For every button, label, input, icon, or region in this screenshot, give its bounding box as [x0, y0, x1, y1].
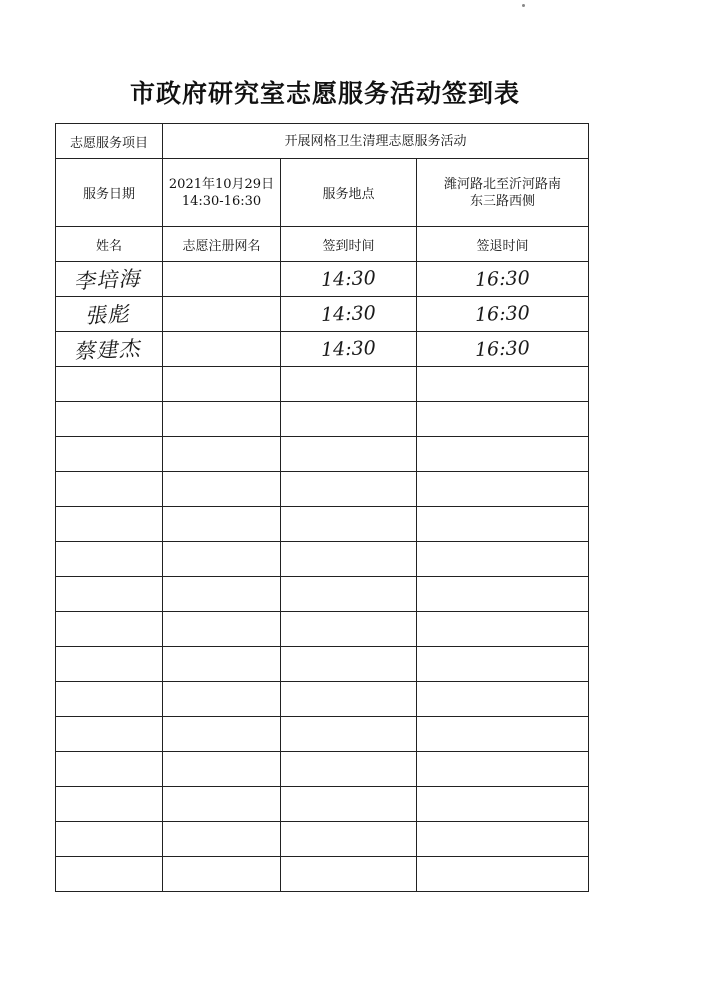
sign-out-cell [417, 857, 589, 892]
sign-in-cell [281, 297, 417, 332]
name-cell [56, 367, 163, 402]
empty-table-row [56, 437, 589, 472]
column-header-sign-out: 签退时间 [417, 227, 589, 262]
net-name-cell [163, 332, 281, 367]
empty-table-row [56, 577, 589, 612]
sign-out-cell [417, 612, 589, 647]
name-cell [56, 262, 163, 297]
name-cell [56, 647, 163, 682]
empty-table-row [56, 402, 589, 437]
table-row [56, 297, 589, 332]
net-name-cell [163, 612, 281, 647]
sign-in-cell [281, 402, 417, 437]
sign-out-cell [417, 402, 589, 437]
sign-out-cell [417, 682, 589, 717]
net-name-cell [163, 752, 281, 787]
sign-out-cell [417, 822, 589, 857]
sign-in-cell [281, 437, 417, 472]
sign-in-cell [281, 577, 417, 612]
sign-in-cell [281, 612, 417, 647]
sign-out-cell [417, 437, 589, 472]
date-label: 服务日期 [56, 159, 163, 227]
sign-out-cell [417, 367, 589, 402]
location-value [417, 159, 589, 227]
net-name-cell [163, 787, 281, 822]
net-name-cell [163, 367, 281, 402]
location-label: 服务地点 [281, 159, 417, 227]
location-value-line2: 东三路西侧 [470, 193, 536, 209]
net-name-cell [163, 437, 281, 472]
sign-out-cell [417, 297, 589, 332]
sign-in-cell [281, 367, 417, 402]
empty-table-row [56, 542, 589, 577]
net-name-cell [163, 542, 281, 577]
page-title: 市政府研究室志愿服务活动签到表 [129, 79, 520, 108]
empty-table-row [56, 682, 589, 717]
sign-in-cell [281, 647, 417, 682]
net-name-cell [163, 297, 281, 332]
name-cell [56, 437, 163, 472]
net-name-cell [163, 647, 281, 682]
scan-speck [522, 4, 525, 7]
empty-table-row [56, 787, 589, 822]
sign-out-cell [417, 507, 589, 542]
net-name-cell [163, 822, 281, 857]
net-name-cell [163, 682, 281, 717]
sign-out-cell [417, 472, 589, 507]
name-cell [56, 717, 163, 752]
net-name-cell [163, 507, 281, 542]
handwritten-sign-out: 16:30 [474, 267, 531, 291]
handwritten-name: 李培海 [73, 266, 145, 294]
date-value-day: 2021年10月29日 [168, 176, 275, 192]
sign-in-cell [281, 507, 417, 542]
sign-in-cell [281, 542, 417, 577]
handwritten-name: 蔡建杰 [73, 336, 145, 364]
handwritten-sign-out: 16:30 [474, 337, 531, 361]
handwritten-sign-out: 16:30 [474, 302, 531, 326]
handwritten-sign-in: 14:30 [320, 337, 377, 361]
name-cell [56, 542, 163, 577]
project-row [56, 124, 589, 159]
sign-in-cell [281, 472, 417, 507]
empty-table-row [56, 367, 589, 402]
name-cell [56, 787, 163, 822]
sign-out-cell [417, 752, 589, 787]
sign-in-cell [281, 682, 417, 717]
project-label: 志愿服务项目 [56, 124, 163, 159]
date-value [163, 159, 281, 227]
net-name-cell [163, 402, 281, 437]
sign-in-table [55, 123, 589, 892]
net-name-cell [163, 472, 281, 507]
empty-table-row [56, 647, 589, 682]
sign-out-cell [417, 647, 589, 682]
date-location-row [56, 159, 589, 227]
sign-out-cell [417, 577, 589, 612]
empty-table-row [56, 507, 589, 542]
sign-in-cell [281, 822, 417, 857]
name-cell [56, 682, 163, 717]
sign-in-cell [281, 262, 417, 297]
sign-out-cell [417, 262, 589, 297]
net-name-cell [163, 262, 281, 297]
empty-table-row [56, 857, 589, 892]
column-header-sign-in: 签到时间 [281, 227, 417, 262]
sign-out-cell [417, 717, 589, 752]
net-name-cell [163, 857, 281, 892]
name-cell [56, 752, 163, 787]
name-cell [56, 857, 163, 892]
sign-out-cell [417, 787, 589, 822]
sign-in-cell [281, 332, 417, 367]
sign-out-cell [417, 542, 589, 577]
name-cell [56, 822, 163, 857]
date-value-time: 14:30-16:30 [181, 193, 262, 209]
empty-table-row [56, 472, 589, 507]
sign-in-cell [281, 717, 417, 752]
name-cell [56, 612, 163, 647]
empty-table-row [56, 717, 589, 752]
sign-out-cell [417, 332, 589, 367]
location-value-line1: 潍河路北至沂河路南 [444, 176, 562, 192]
project-value: 开展网格卫生清理志愿服务活动 [163, 124, 589, 159]
handwritten-sign-in: 14:30 [320, 267, 377, 291]
column-header-name: 姓名 [56, 227, 163, 262]
name-cell [56, 577, 163, 612]
sign-in-cell [281, 752, 417, 787]
sign-in-cell [281, 787, 417, 822]
empty-table-row [56, 612, 589, 647]
net-name-cell [163, 577, 281, 612]
empty-table-row [56, 752, 589, 787]
handwritten-sign-in: 14:30 [320, 302, 377, 326]
table-row [56, 332, 589, 367]
sign-in-cell [281, 857, 417, 892]
handwritten-name: 張彪 [84, 301, 133, 329]
name-cell [56, 332, 163, 367]
table-row [56, 262, 589, 297]
name-cell [56, 507, 163, 542]
name-cell [56, 297, 163, 332]
empty-table-row [56, 822, 589, 857]
net-name-cell [163, 717, 281, 752]
column-header-net-name: 志愿注册网名 [163, 227, 281, 262]
name-cell [56, 402, 163, 437]
column-header-row [56, 227, 589, 262]
name-cell [56, 472, 163, 507]
